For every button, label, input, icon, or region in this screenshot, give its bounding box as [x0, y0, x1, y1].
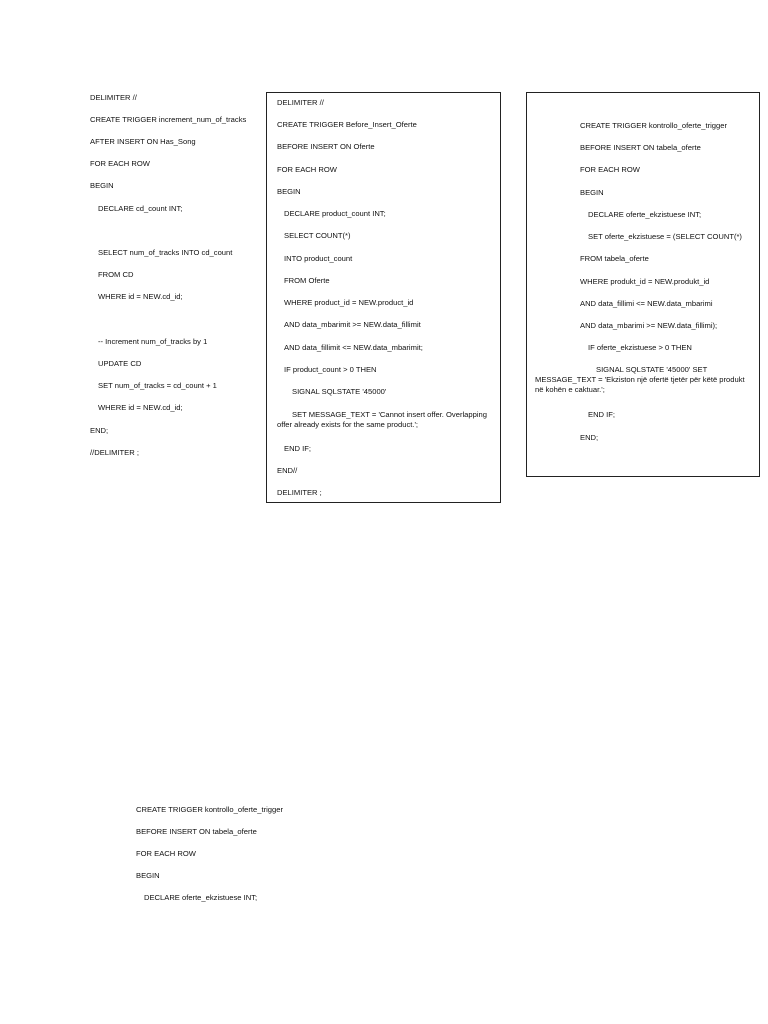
code-line: END//: [277, 466, 298, 475]
code-block-kontrollo-oferte-fragment: [134, 802, 334, 912]
code-line: AND data_fillimit <= NEW.data_mbarimit;: [284, 343, 423, 352]
code-line: AFTER INSERT ON Has_Song: [90, 137, 196, 146]
code-line: CREATE TRIGGER increment_num_of_tracks: [90, 115, 247, 124]
code-line: WHERE id = NEW.cd_id;: [98, 403, 183, 412]
code-line: AND data_fillimi <= NEW.data_mbarimi: [580, 299, 713, 308]
code-line: FOR EACH ROW: [90, 159, 150, 168]
code-line: CREATE TRIGGER kontrollo_oferte_trigger: [136, 805, 284, 814]
code-line: UPDATE CD: [98, 359, 142, 368]
code-line: FOR EACH ROW: [136, 849, 196, 858]
code-line: SIGNAL SQLSTATE '45000': [292, 387, 387, 396]
code-line: WHERE product_id = NEW.product_id: [284, 298, 414, 307]
code-line: FOR EACH ROW: [277, 165, 337, 174]
code-line: WHERE id = NEW.cd_id;: [98, 292, 183, 301]
code-line: BEGIN: [277, 187, 301, 196]
code-line: SELECT COUNT(*): [284, 231, 351, 240]
code-line: FROM Oferte: [284, 276, 330, 285]
code-line: WHERE produkt_id = NEW.produkt_id: [580, 277, 710, 286]
code-line: END;: [580, 433, 599, 442]
code-line: BEGIN: [580, 188, 604, 197]
code-line: DELIMITER //: [277, 98, 324, 107]
code-line: BEFORE INSERT ON Oferte: [277, 142, 375, 151]
code-line: SIGNAL SQLSTATE '45000' SET MESSAGE_TEXT = 'Ekziston një ofertë tjetër për këtë produkt në kohën e caktuar.';: [535, 365, 745, 394]
code-line: IF oferte_ekzistuese > 0 THEN: [588, 343, 692, 352]
code-line: //DELIMITER ;: [90, 448, 139, 457]
code-line: BEGIN: [136, 871, 160, 880]
code-line: SELECT num_of_tracks INTO cd_count: [98, 248, 233, 257]
code-line: SET MESSAGE_TEXT = 'Cannot insert offer. Overlapping offer already exists for the same product.';: [277, 410, 487, 429]
code-line: IF product_count > 0 THEN: [284, 365, 377, 374]
code-line: CREATE TRIGGER kontrollo_oferte_trigger: [580, 121, 728, 130]
code-line: SET oferte_ekzistuese = (SELECT COUNT(*): [588, 232, 742, 241]
code-line: BEGIN: [90, 181, 114, 190]
code-line: DECLARE product_count INT;: [284, 209, 386, 218]
code-line: FROM CD: [98, 270, 134, 279]
code-line: BEFORE INSERT ON tabela_oferte: [580, 143, 701, 152]
code-line: DECLARE cd_count INT;: [98, 204, 183, 213]
code-block-before-insert-oferte: [266, 92, 501, 503]
code-line: END;: [90, 426, 109, 435]
code-line: AND data_mbarimit >= NEW.data_fillimit: [284, 320, 421, 329]
code-line: INTO product_count: [284, 254, 353, 263]
code-line: DECLARE oferte_ekzistuese INT;: [144, 893, 258, 902]
code-line: DELIMITER //: [90, 93, 137, 102]
code-line: END IF;: [588, 410, 616, 419]
code-line: END IF;: [284, 444, 312, 453]
code-comment: -- Increment num_of_tracks by 1: [98, 337, 208, 346]
code-line: FROM tabela_oferte: [580, 254, 649, 263]
code-line: DECLARE oferte_ekzistuese INT;: [588, 210, 702, 219]
code-block-kontrollo-oferte: [526, 92, 760, 477]
code-line: BEFORE INSERT ON tabela_oferte: [136, 827, 257, 836]
code-line: DELIMITER ;: [277, 488, 322, 497]
code-line: SET num_of_tracks = cd_count + 1: [98, 381, 217, 390]
code-line: AND data_mbarimi >= NEW.data_fillimi);: [580, 321, 718, 330]
code-line: FOR EACH ROW: [580, 165, 640, 174]
code-line: CREATE TRIGGER Before_Insert_Oferte: [277, 120, 417, 129]
code-block-increment-tracks: [88, 90, 258, 460]
